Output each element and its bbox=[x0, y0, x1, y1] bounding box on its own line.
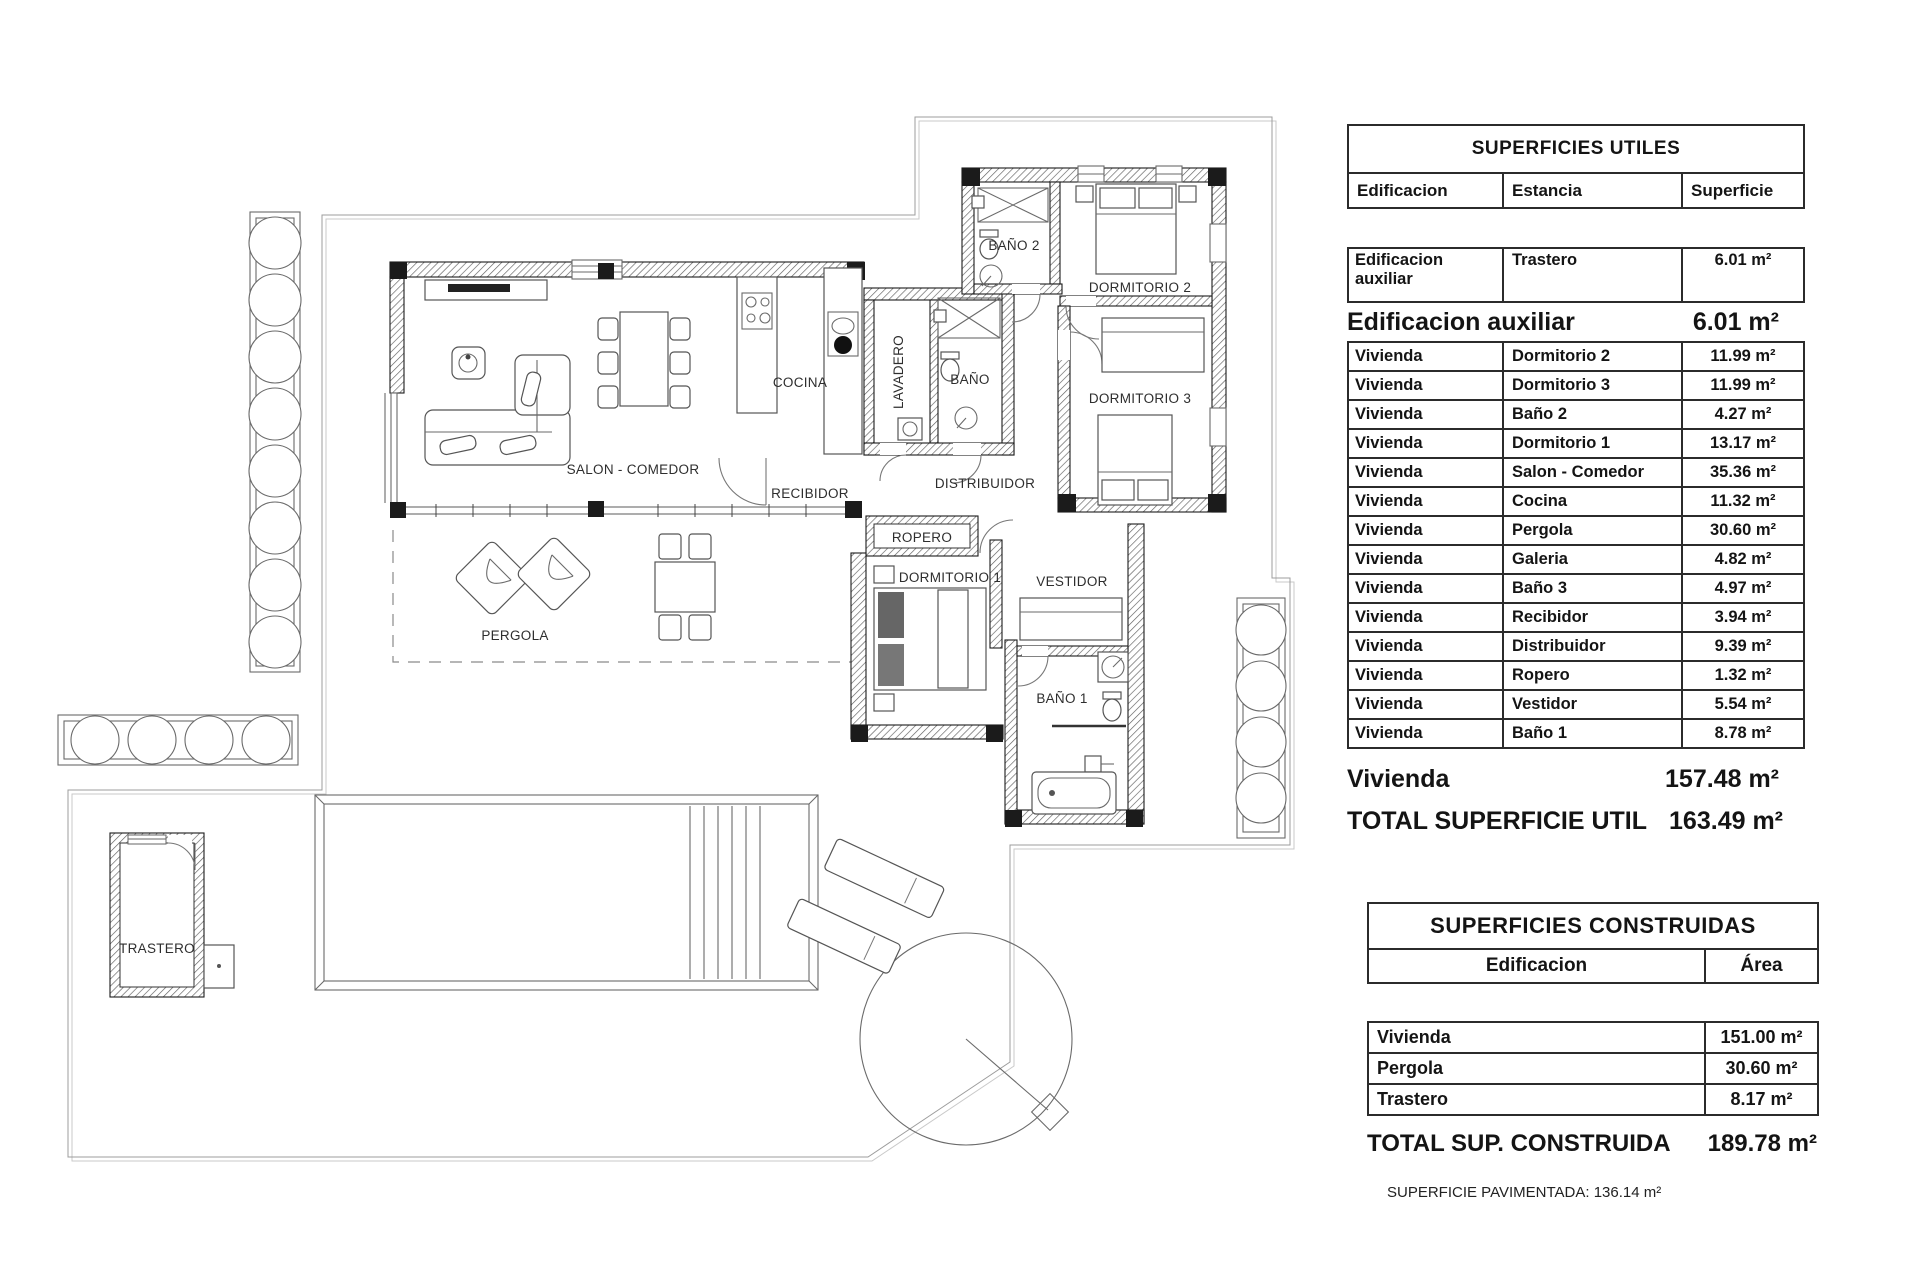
table-cell-edificacion: Vivienda bbox=[1355, 666, 1423, 684]
utiles-total-value: 163.49 m² bbox=[1669, 806, 1783, 835]
room-label-salon: SALON - COMEDOR bbox=[566, 462, 700, 477]
paved-area-footnote: SUPERFICIE PAVIMENTADA: 136.14 m² bbox=[1387, 1184, 1662, 1201]
table-cell-edificacion: Edificacion auxiliar bbox=[1355, 250, 1444, 288]
pergola-zone bbox=[393, 530, 853, 662]
table-cell-superficie: 11.32 m² bbox=[1681, 488, 1803, 515]
table-cell-edificacion: Vivienda bbox=[1355, 724, 1423, 742]
table-row bbox=[1349, 428, 1803, 457]
table-cell-estancia: Salon - Comedor bbox=[1502, 459, 1681, 486]
aux-subtotal-value: 6.01 m² bbox=[1692, 307, 1779, 336]
table-cell-superficie: 11.99 m² bbox=[1681, 372, 1803, 399]
aux-subtotal-label: Edificacion auxiliar bbox=[1347, 307, 1575, 336]
table-cell-edificacion: Vivienda bbox=[1355, 637, 1423, 655]
table-cell-area: 151.00 m² bbox=[1704, 1023, 1817, 1052]
table-cell-superficie: 4.82 m² bbox=[1681, 546, 1803, 573]
table-cell-superficie: 11.99 m² bbox=[1681, 343, 1803, 370]
sun-lounger bbox=[824, 838, 945, 919]
table-row bbox=[1349, 399, 1803, 428]
planter-bottom bbox=[58, 715, 298, 765]
table-cell-estancia: Dormitorio 3 bbox=[1502, 372, 1681, 399]
room-label-vestidor: VESTIDOR bbox=[1036, 574, 1108, 589]
planter-left bbox=[249, 212, 301, 672]
vivienda-subtotal-label: Vivienda bbox=[1347, 764, 1450, 793]
table-row bbox=[1349, 689, 1803, 718]
table-cell-edificacion: Vivienda bbox=[1377, 1027, 1451, 1047]
table-cell-estancia: Baño 3 bbox=[1502, 575, 1681, 602]
bano1-fixtures bbox=[1032, 652, 1128, 814]
table-cell-estancia: Ropero bbox=[1502, 662, 1681, 689]
table-cell-edificacion: Vivienda bbox=[1355, 521, 1423, 539]
room-label-bano1: BAÑO 1 bbox=[1036, 691, 1088, 706]
planter-right bbox=[1236, 598, 1286, 838]
col-edificacion: Edificacion bbox=[1485, 955, 1588, 976]
col-area: Área bbox=[1704, 950, 1817, 982]
table-cell-estancia: Baño 2 bbox=[1502, 401, 1681, 428]
table-cell-area: 8.17 m² bbox=[1704, 1085, 1817, 1114]
table-cell-superficie: 35.36 m² bbox=[1681, 459, 1803, 486]
sun-lounger bbox=[786, 898, 901, 974]
washer bbox=[898, 418, 922, 440]
utiles-aux-rows bbox=[1347, 247, 1805, 303]
table-cell-estancia: Dormitorio 2 bbox=[1502, 343, 1681, 370]
table-cell-estancia: Galeria bbox=[1502, 546, 1681, 573]
table-row bbox=[1349, 457, 1803, 486]
construidas-title: SUPERFICIES CONSTRUIDAS bbox=[1369, 904, 1817, 950]
superficies-construidas-table bbox=[1367, 902, 1819, 1166]
room-label-bano: BAÑO bbox=[950, 372, 990, 387]
room-label-ropero: ROPERO bbox=[891, 530, 953, 545]
utiles-vivienda-rows bbox=[1347, 341, 1805, 749]
table-cell-superficie: 3.94 m² bbox=[1681, 604, 1803, 631]
table-row bbox=[1349, 486, 1803, 515]
room-label-distribuidor: DISTRIBUIDOR bbox=[934, 476, 1036, 491]
table-row bbox=[1349, 370, 1803, 399]
room-label-dormitorio1: DORMITORIO 1 bbox=[898, 570, 1002, 585]
construidas-total-label: TOTAL SUP. CONSTRUIDA bbox=[1367, 1130, 1671, 1157]
construidas-rows bbox=[1367, 1021, 1819, 1116]
vestidor-wardrobe bbox=[1020, 598, 1122, 640]
table-cell-edificacion: Vivienda bbox=[1355, 492, 1423, 510]
table-cell-edificacion: Vivienda bbox=[1355, 405, 1423, 423]
room-label-dormitorio3: DORMITORIO 3 bbox=[1088, 391, 1192, 406]
tv bbox=[448, 284, 510, 292]
construidas-column-headers bbox=[1369, 950, 1817, 982]
table-cell-estancia: Vestidor bbox=[1502, 691, 1681, 718]
table-cell-estancia: Dormitorio 1 bbox=[1502, 430, 1681, 457]
pool bbox=[315, 795, 818, 990]
table-cell-estancia: Trastero bbox=[1502, 248, 1681, 303]
bed-dormitorio3 bbox=[1098, 318, 1204, 505]
utiles-header bbox=[1347, 124, 1805, 209]
table-cell-superficie: 4.97 m² bbox=[1681, 575, 1803, 602]
table-cell-superficie: 30.60 m² bbox=[1681, 517, 1803, 544]
table-cell-superficie: 5.54 m² bbox=[1681, 691, 1803, 718]
outdoor-armchair bbox=[454, 540, 530, 616]
table-cell-superficie: 13.17 m² bbox=[1681, 430, 1803, 457]
table-row bbox=[1369, 1083, 1817, 1114]
table-cell-edificacion: Vivienda bbox=[1355, 695, 1423, 713]
table-cell-estancia: Recibidor bbox=[1502, 604, 1681, 631]
table-cell-superficie: 6.01 m² bbox=[1681, 248, 1803, 303]
bed-dormitorio2 bbox=[1076, 184, 1196, 274]
table-cell-edificacion: Vivienda bbox=[1355, 463, 1423, 481]
table-cell-superficie: 9.39 m² bbox=[1681, 633, 1803, 660]
room-label-bano2: BAÑO 2 bbox=[988, 238, 1040, 253]
construidas-total bbox=[1367, 1116, 1819, 1166]
dining-table bbox=[598, 312, 690, 408]
table-row bbox=[1349, 343, 1803, 370]
utiles-vivienda-subtotal bbox=[1347, 749, 1805, 801]
table-cell-superficie: 1.32 m² bbox=[1681, 662, 1803, 689]
table-row bbox=[1349, 631, 1803, 660]
room-label-dormitorio2: DORMITORIO 2 bbox=[1088, 280, 1192, 295]
col-edificacion: Edificacion bbox=[1357, 180, 1448, 200]
outdoor-armchair bbox=[516, 536, 592, 612]
room-label-pergola: PERGOLA bbox=[481, 628, 549, 643]
construidas-total-value: 189.78 m² bbox=[1707, 1130, 1817, 1157]
table-cell-edificacion: Pergola bbox=[1377, 1058, 1444, 1078]
vivienda-subtotal-value: 157.48 m² bbox=[1665, 764, 1779, 793]
table-cell-estancia: Cocina bbox=[1502, 488, 1681, 515]
table-cell-estancia: Distribuidor bbox=[1502, 633, 1681, 660]
table-cell-edificacion: Vivienda bbox=[1355, 434, 1423, 452]
table-row bbox=[1349, 515, 1803, 544]
kitchen-island bbox=[737, 277, 777, 413]
utiles-column-headers bbox=[1349, 174, 1803, 207]
room-label-cocina: COCINA bbox=[772, 375, 828, 390]
table-row bbox=[1369, 1052, 1817, 1083]
table-cell-estancia: Pergola bbox=[1502, 517, 1681, 544]
table-row bbox=[1369, 1023, 1817, 1052]
table-row bbox=[1349, 544, 1803, 573]
table-cell-area: 30.60 m² bbox=[1704, 1054, 1817, 1083]
room-label-lavadero: LAVADERO bbox=[891, 335, 906, 409]
table-cell-edificacion: Vivienda bbox=[1355, 579, 1423, 597]
outdoor-table-set bbox=[655, 534, 715, 640]
table-cell-superficie: 4.27 m² bbox=[1681, 401, 1803, 428]
table-cell-superficie: 8.78 m² bbox=[1681, 720, 1803, 747]
utiles-aux-subtotal bbox=[1347, 303, 1805, 341]
pool-steps bbox=[690, 806, 760, 979]
col-superficie: Superficie bbox=[1681, 174, 1803, 207]
ceiling-lamp bbox=[452, 347, 485, 379]
table-row bbox=[1349, 249, 1803, 301]
utiles-title: SUPERFICIES UTILES bbox=[1349, 126, 1803, 174]
table-cell-edificacion: Vivienda bbox=[1355, 608, 1423, 626]
construidas-header bbox=[1367, 902, 1819, 984]
table-cell-edificacion: Vivienda bbox=[1355, 550, 1423, 568]
table-cell-edificacion: Vivienda bbox=[1355, 347, 1423, 365]
table-cell-edificacion: Trastero bbox=[1377, 1089, 1449, 1109]
table-cell-estancia: Baño 1 bbox=[1502, 720, 1681, 747]
sofa bbox=[425, 355, 570, 465]
utiles-total bbox=[1347, 801, 1805, 841]
kitchen-counter bbox=[824, 268, 862, 454]
room-label-recibidor: RECIBIDOR bbox=[771, 486, 849, 501]
trastero-building bbox=[110, 833, 234, 997]
utiles-total-label: TOTAL SUPERFICIE UTIL bbox=[1347, 806, 1648, 835]
bathroom-fixtures bbox=[934, 298, 1000, 429]
col-estancia: Estancia bbox=[1502, 174, 1681, 207]
table-cell-edificacion: Vivienda bbox=[1355, 376, 1423, 394]
table-row bbox=[1349, 660, 1803, 689]
bed-dormitorio1 bbox=[874, 566, 986, 711]
table-row bbox=[1349, 602, 1803, 631]
superficies-utiles-table bbox=[1347, 124, 1805, 841]
table-row bbox=[1349, 573, 1803, 602]
table-row bbox=[1349, 718, 1803, 747]
room-label-trastero: TRASTERO bbox=[119, 941, 195, 956]
